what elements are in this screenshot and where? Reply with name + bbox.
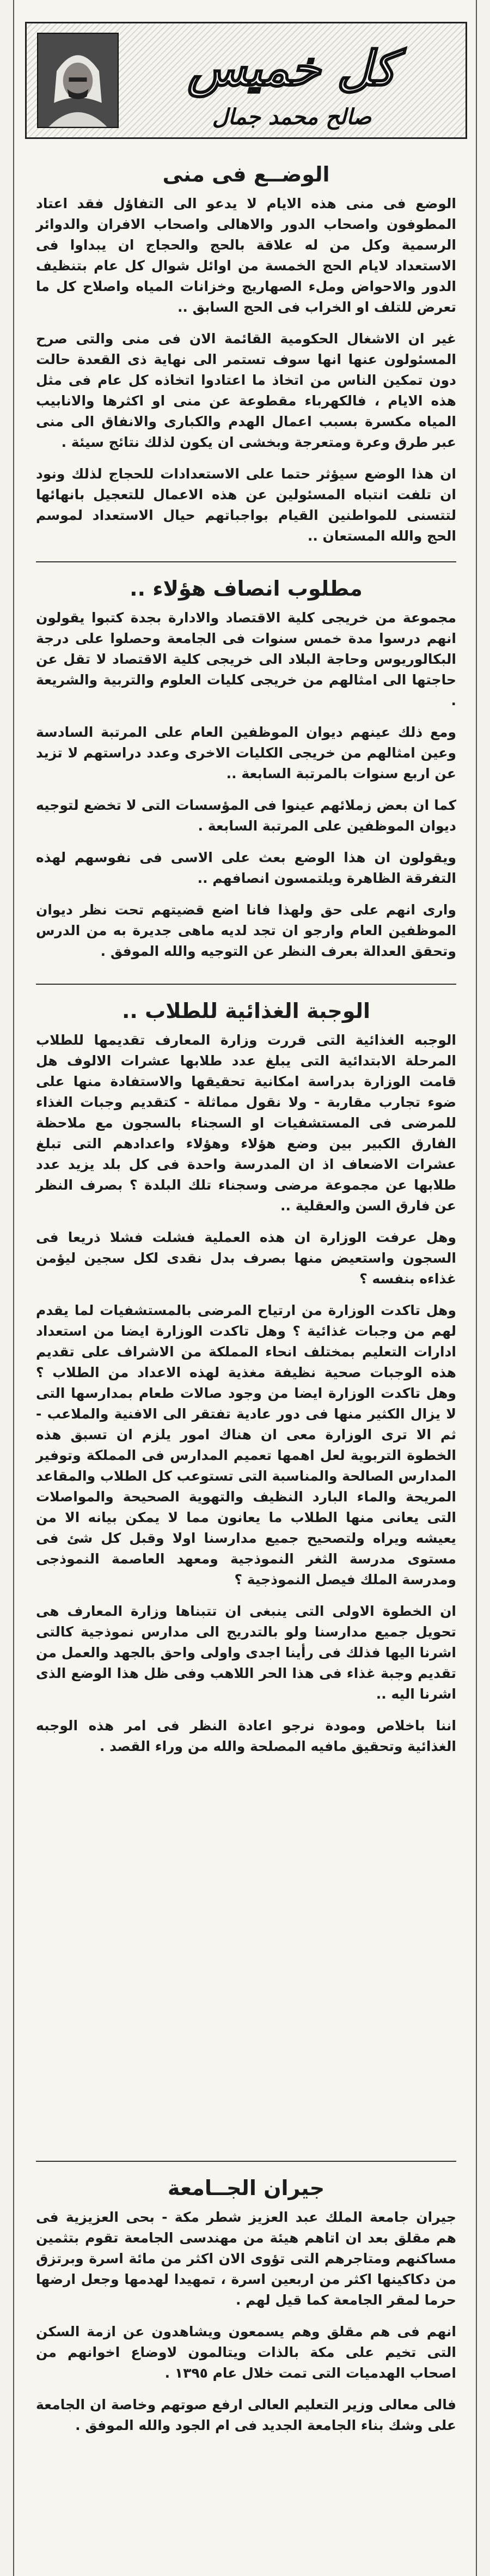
article-paragraph: كما ان بعض زملائهم عينوا فى المؤسسات التى لا تخضع لتوجيه ديوان الموظفين على المرتبة السابعة . (36, 797, 456, 834)
article-title: جيران الجــامعة (167, 2176, 325, 2200)
author-photo (37, 33, 119, 128)
section-divider (36, 561, 456, 562)
column-masthead (25, 22, 467, 139)
section-divider (36, 2161, 456, 2162)
section-divider (36, 984, 456, 985)
article-paragraph: فالى معالى وزير التعليم العالى ارفع صوتهم وخاصة ان الجامعة على وشك بناء الجامعة الجديد فى ام الجود والله الموفق . (36, 2397, 456, 2433)
article-paragraph: الوجبه الغذائية التى قررت وزارة المعارف تقديمها للطلاب المرحلة الابتدائية التى يبلغ عدد طلابها عشرات الالوف هل قامت الوزارة بدراسة امكانية تحقيقها والاستفادة منها على ضوء تجارب مقاربة - ولا نقول مماثلة - كتقديم وجبات الغذاء للمرضى فى المستشفيات او السجناء بالسجون مع ملاحظة الفارق الكبير بين وضع هؤلاء وهؤلاء واعدادهم التى تبلغ عشرات الاضعاف اذ ان المدرسة واحدة فى كل بلد يزيد عدد طلابها عن مجموعة مرضى وسجناء تلك البلدة ؟ بصرف النظر عن فارق السن والعقلية .. (36, 1032, 456, 1214)
article-paragraph: وارى انهم على حق ولهذا فانا اضع قضيتهم تحت نظر ديوان الموظفين العام وارجو ان تجد لديه ماهى جديرة به من الدرس وتحقق العدالة بعرف النظر عن التوجيه والله الموفق . (36, 902, 456, 959)
article-paragraph: وهل تاكدت الوزارة من ارتياح المرضى بالمستشفيات لما يقدم لهم من وجبات غذائية ؟ وهل تاكدت الوزارة ايضا من استعداد ادارات التعليم بمختلف انحاء المملكة من الاشراف على تقديم هذه الوجبات صحية نظيفة مغذية لهذه الاعداد من الطلاب ؟ وهل تاكدت الوزارة ايضا من وجود صالات طعام بمدارسها التى لا يزال الكثير منها فى دور عادية تفتقر الى الافنية والملاعب - ثم الا ترى الوزارة معى ان هناك امور يلزم ان تسبق هذه الخطوة التربوية لعل اهمها تعميم المدارس فى المملكة وتوفير المدارس الصالحة والمناسبة التى تستوعب كل الطلاب والمقاعد المريحة والماء البارد النظيف والتهوية الصحيحة والمواصلات التى يعانى منها الطلاب ما يعانون مما لا يمكن بيانه الا من يعيشه ويراه ولتصحيح جميع مدارسنا اولا وقبل كل شئ فى مستوى مدرسة الثغر النموذجية ومعهد العاصمة النموذجى ومدرسة الملك فيصل النموذجية ؟ (35, 1302, 456, 1587)
article-paragraph: غير ان الاشغال الحكومية القائمة الان فى منى والتى صرح المسئولون عنها انها سوف تستمر الى نهاية ذى القعدة حالت دون تمكين الناس من اتخاذ ما اعتادوا اتخاذه كل عام فى مثل هذه الايام ، فالكهرباء مقطوعة عن منى او اكثرها والانابيب المياه مكسرة بسبب اعمال الهدم والكبارى والانفاق الى منى عبر طرق وعرة ومتعرجة وبخشى ان يكون لذلك نتائج سيئة . (36, 331, 456, 450)
article-mina (36, 155, 456, 557)
author-name: صالح محمد جمال (212, 104, 372, 130)
article-paragraph: ان الخطوة الاولى التى ينبغى ان تتبناها وزارة المعارف هى تحويل جميع مدارسنا ولو بالتدريج الى مدارس نموذجية كالتى اشرنا اليها فذلك فى رأينا اجدى واولى واحق بالجهد والعمل من تقديم وجبة غذاء فى هذا الحر اللاهب وفى ظل هذا الوضع الذى اشرنا اليه .. (36, 1603, 456, 1702)
article-paragraph: اننا باخلاص ومودة نرجو اعادة النظر فى امر هذه الوجبه الغذائية وتحقيق مافيه المصلحة والله من وراء القصد . (36, 1718, 456, 1754)
article-paragraph: ويقولون ان هذا الوضع بعث على الاسى فى نفوسهم لهذه التفرقة الظاهرة ويلتمسون انصافهم .. (36, 850, 456, 886)
article-paragraph: وهل عرفت الوزارة ان هذه العملية فشلت فشلا ذريعا فى السجون واستعيض منها بصرف بدل نقدى لكل سجين ليؤمن غذاءه بنفسه ؟ (36, 1229, 456, 1287)
article-title: مطلوب انصاف هؤلاء .. (130, 577, 363, 601)
article-university (36, 2169, 456, 2447)
article-paragraph: مجموعة من خريجى كلية الاقتصاد والادارة بجدة كتبوا يقولون انهم درسوا مدة خمس سنوات فى الجامعة وحصلوا على درجة البكالوريوس وحاجة البلاد الى خريجى كلية الاقتصاد لا تقل عن حاجتها الى امثالهم من خريجى كليات العلوم والتربية والشريعة . (36, 610, 456, 708)
article-paragraph: ومع ذلك عينهم ديوان الموظفين العام على المرتبة السادسة وعين امثالهم من خريجى الكليات الاخرى وعدد دراستهم لا تزيد عن اربع سنوات بالمرتبة السابعة .. (36, 724, 456, 781)
article-paragraph: الوضع فى منى هذه الايام لا يدعو الى التفاؤل فقد اعتاد المطوفون واصحاب الدور والاهالى واصحاب الافران والدوائر الرسمية وكل من له علاقة بالحج والحجاج ان يبداوا فى الاستعداد لايام الحج الخمسة من اوائل شوال كل عام بتنظيف الدور والاحواض وملء الصهاريج وخزانات المياه واصلاح كل ما تعرض للتلف او الخراب فى الحج السابق .. (36, 196, 456, 315)
article-title: الوضــع فى منى (162, 162, 330, 186)
article-meal (36, 992, 456, 1768)
article-paragraph: جيران جامعة الملك عبد العزيز شطر مكة - بحى العزيزية فى هم مقلق بعد ان اتاهم هيئة من مهندسى الجامعة تقوم بتثمين مساكنهم ومتاجرهم التى تؤوى الان اكثر من مائة اسرة وبرتزق من دكاكينها اكثر من اربعين اسرة ، تمهيدا لهدمها وجعل ارضها حرما لمقر الجامعة كما قيل لهم . (36, 2209, 456, 2308)
article-graduates (36, 569, 456, 973)
article-paragraph: انهم فى هم مقلق وهم يسمعون ويشاهدون عن ازمة السكن التى تخيم على مكة بالذات ويتالمون لاوضاع اخوانهم من اصحاب الهدميات التى تمت خلال عام ١٣٩٥ . (36, 2324, 456, 2381)
article-title: الوجبة الغذائية للطلاب .. (122, 999, 370, 1023)
author-portrait-image (38, 34, 118, 127)
column-title: كل خميس (187, 40, 396, 96)
article-paragraph: ان هذا الوضع سيؤثر حتما على الاستعدادات للحجاج لذلك ونود ان تلفت انتباه المسئولين عن هذه الاعمال للتعجيل بانهائها لتتسنى للمواطنين القيام بواجباتهم حيال الاستعداد لموسم الحج والله المستعان .. (36, 466, 456, 544)
newspaper-column (13, 0, 477, 2576)
